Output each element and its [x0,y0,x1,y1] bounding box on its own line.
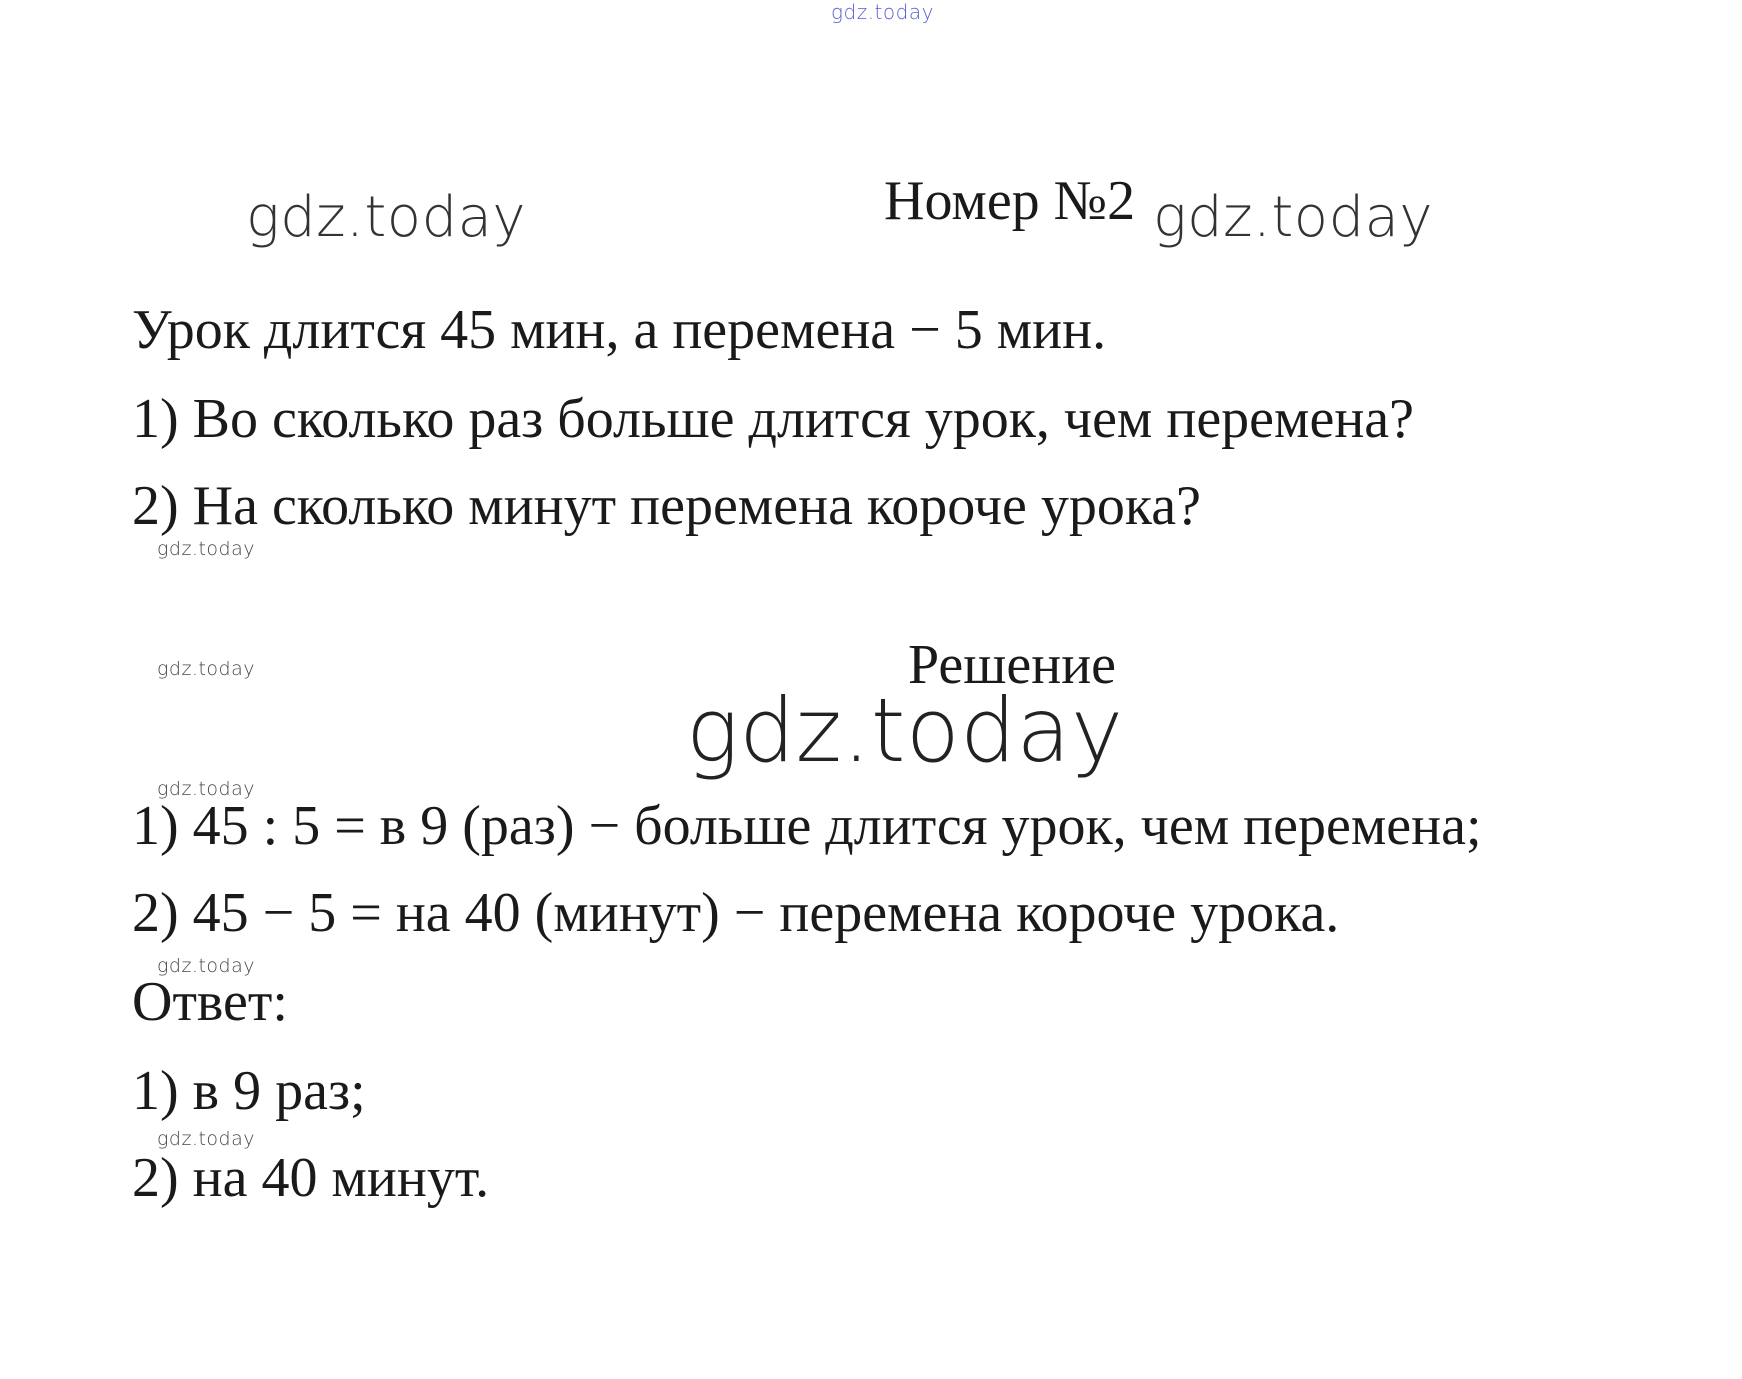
solution-step: 2) 45 − 5 = на 40 (минут) − перемена короче урока. [132,882,1340,944]
solution-title: Решение [908,634,1117,696]
watermark-large: gdz.today [686,679,1124,782]
watermark-top: gdz.today [831,0,934,24]
solution-step: 1) 45 : 5 = в 9 (раз) − больше длится урок, чем перемена; [132,795,1482,857]
task-line: 2) На сколько минут перемена короче урока? [132,475,1201,537]
task-line: Урок длится 45 мин, а перемена − 5 мин. [132,299,1107,361]
watermark-small: gdz.today [157,778,255,800]
answer-item: 2) на 40 минут. [132,1147,490,1209]
answer-label: Ответ: [132,971,288,1033]
task-line: 1) Во сколько раз больше длится урок, чем перемена? [132,388,1415,450]
watermark-small: gdz.today [157,955,255,977]
watermark-header-right: gdz.today [1153,185,1434,250]
watermark-header-left: gdz.today [246,185,527,250]
watermark-small: gdz.today [157,658,255,680]
watermark-small: gdz.today [157,1128,255,1150]
watermark-small: gdz.today [157,538,255,560]
task-title: Номер №2 [884,170,1136,232]
answer-item: 1) в 9 раз; [132,1060,366,1122]
